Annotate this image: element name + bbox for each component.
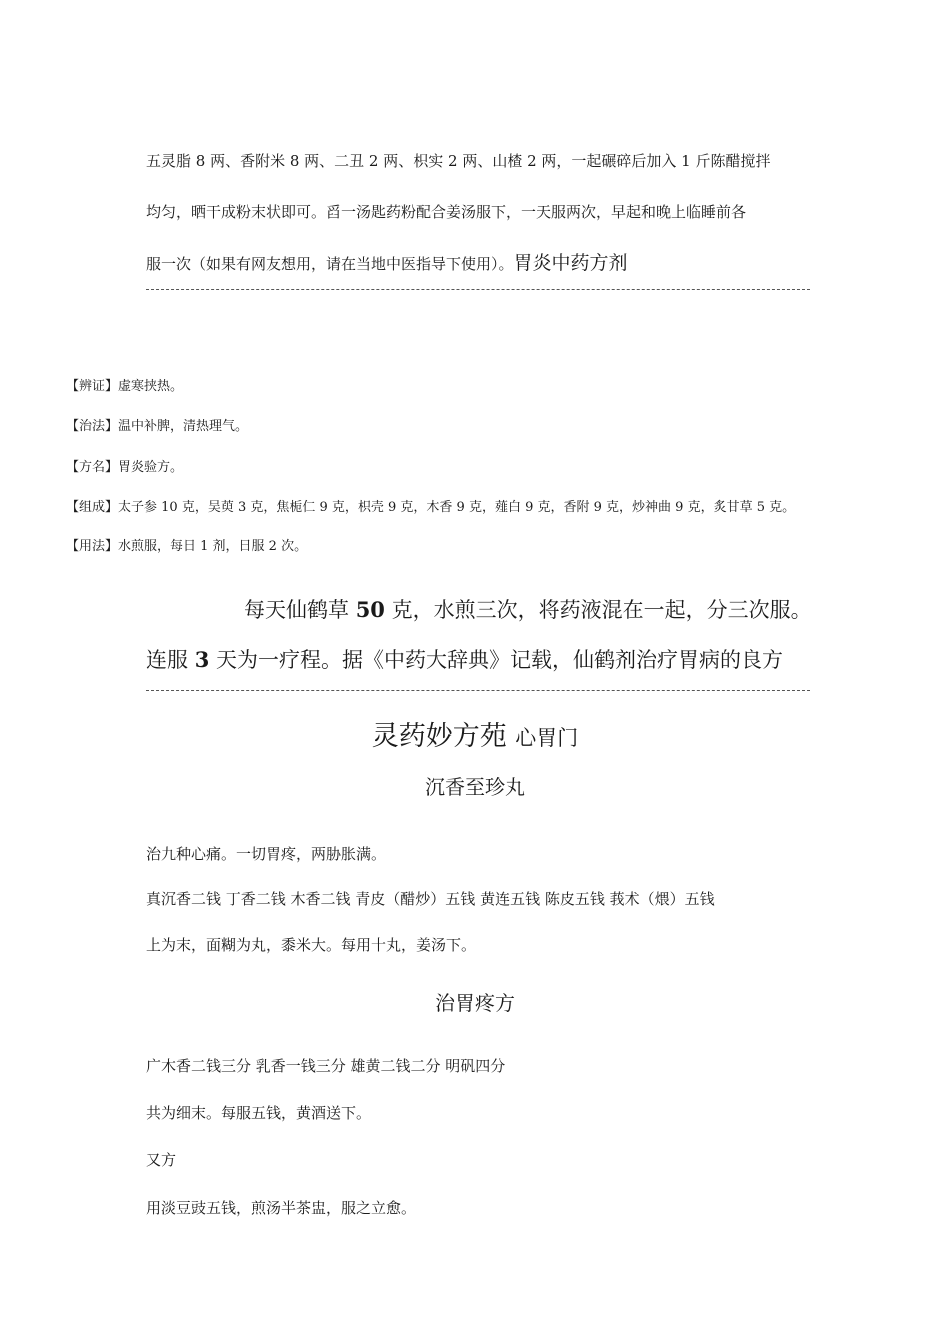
paragraph-text: 克，水煎三次，将药液混在一起，分三次服。: [384, 598, 812, 622]
heading-fragment: 胃炎中药方剂: [513, 252, 628, 274]
item-label: 【辨证】: [66, 379, 119, 394]
paragraph-text: 天为一疗程。据《中药大辞典》记载，仙鹤剂治疗胃病的良方: [209, 648, 783, 672]
paragraph-line: [244, 594, 812, 624]
list-item: [66, 456, 183, 475]
page-title: [0, 714, 950, 753]
dashed-divider: [146, 289, 810, 290]
item-label: 【方名】: [66, 460, 119, 475]
item-text: 太子参 10 克，吴萸 3 克，焦栀仁 9 克，枳壳 9 克，木香 9 克，薤白 9 克，香附 9 克，炒神曲 9 克，炙甘草 5 克。: [118, 500, 796, 515]
item-text: 温中补脾，清热理气。: [118, 419, 249, 434]
item-text: 胃炎验方。: [118, 460, 184, 475]
recipe-line: 上为末，面糊为丸，黍米大。每用十丸，姜汤下。: [146, 936, 477, 954]
recipe-heading: 沉香至珍丸: [425, 775, 525, 799]
recipe-line: 真沉香二钱 丁香二钱 木香二钱 青皮（醋炒）五钱 黄连五钱 陈皮五钱 莪术（煨）五钱: [146, 890, 715, 908]
item-text: 虚寒挟热。: [118, 379, 184, 394]
day-number: 3: [194, 647, 210, 672]
recipe-line: 治九种心痛。一切胃疼，两胁胀满。: [146, 845, 387, 863]
recipe-line: 又方: [146, 1151, 177, 1169]
item-label: 【治法】: [66, 419, 119, 434]
title-sub: 心胃门: [515, 726, 579, 750]
paragraph-line: 均匀，晒干成粉末状即可。舀一汤匙药粉配合姜汤服下，一天服两次，早起和晚上临睡前各: [146, 203, 747, 221]
dose-number: 50: [355, 597, 385, 622]
recipe-heading: 治胃疼方: [435, 991, 515, 1015]
title-main: 灵药妙方苑: [371, 721, 507, 752]
recipe-line: 共为细末。每服五钱，黄酒送下。: [146, 1104, 372, 1122]
paragraph-text: 连服: [146, 648, 195, 672]
paragraph-line: [146, 248, 628, 275]
item-label: 【用法】: [66, 539, 119, 554]
list-item: [66, 535, 307, 554]
list-item: [66, 415, 248, 434]
item-label: 【组成】: [66, 500, 119, 515]
recipe-line: 用淡豆豉五钱，煎汤半茶盅，服之立愈。: [146, 1199, 417, 1217]
item-text: 水煎服，每日 1 剂，日服 2 次。: [118, 539, 308, 554]
dashed-divider: [146, 690, 810, 691]
paragraph-line: 五灵脂 8 两、香附米 8 两、二丑 2 两、枳实 2 两、山楂 2 两，一起碾碎后加入 1 斤陈醋搅拌: [146, 152, 771, 170]
paragraph-line: [146, 644, 783, 674]
recipe-line: 广木香二钱三分 乳香一钱三分 雄黄二钱二分 明矾四分: [146, 1057, 506, 1075]
list-item: [66, 496, 795, 515]
list-item: [66, 375, 183, 394]
paragraph-text: 服一次（如果有网友想用，请在当地中医指导下使用）。: [146, 255, 514, 273]
paragraph-text: 每天仙鹤草: [244, 598, 356, 622]
